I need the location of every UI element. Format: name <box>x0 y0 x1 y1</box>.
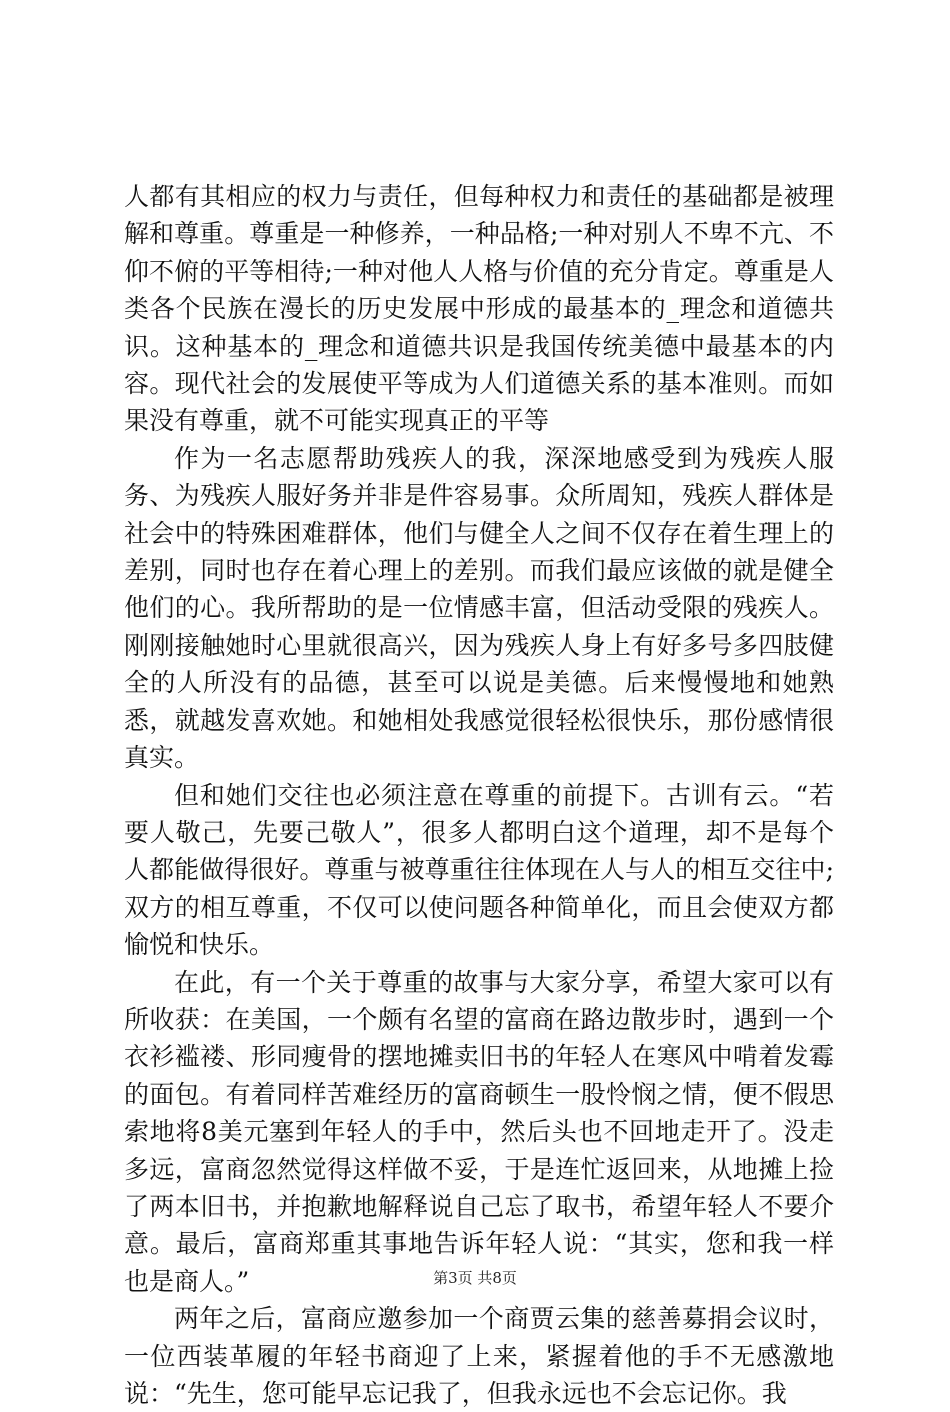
paragraph-4: 在此，有一个关于尊重的故事与大家分享，希望大家可以有所收获：在美国，一个颇有名望的富商在路边散步时，遇到一个衣衫褴褛、形同瘦骨的摆地摊卖旧书的年轻人在寒风中啃着发霉的面包。有着同样苦难经历的富商顿生一股怜悯之情，便不假思索地将8美元塞到年轻人的手中，然后头也不回地走开了。没走多远，富商忽然觉得这样做不妥，于是连忙返回来，从地摊上捡了两本旧书，并抱歉地解释说自己忘了取书，希望年轻人不要介意。最后，富商郑重其事地告诉年轻人说：“其实，您和我一样也是商人。” <box>124 967 834 1296</box>
paragraph-2: 作为一名志愿帮助残疾人的我，深深地感受到为残疾人服务、为残疾人服好务并非是件容易事。众所周知，残疾人群体是社会中的特殊困难群体，他们与健全人之间不仅存在着生理上的差别，同时也存在着心理上的差别。而我们最应该做的就是健全他们的心。我所帮助的是一位情感丰富，但活动受限的残疾人。刚刚接触她时心里就很高兴，因为残疾人身上有好多号多四肢健全的人所没有的品德，甚至可以说是美德。后来慢慢地和她熟悉，就越发喜欢她。和她相处我感觉很轻松很快乐，那份感情很真实。 <box>124 443 834 773</box>
paragraph-5: 两年之后，富商应邀参加一个商贾云集的慈善募捐会议时，一位西装革履的年轻书商迎了上来，紧握着他的手不无感激地说：“先生，您可能早忘记我了，但我永远也不会忘记你。我 <box>124 1304 834 1408</box>
paragraph-3: 但和她们交往也必须注意在尊重的前提下。古训有云。“若要人敬己，先要己敬人”，很多人都明白这个道理，却不是每个人都能做得很好。尊重与被尊重往往体现在人与人的相互交往中;双方的相互尊重，不仅可以使问题各种简单化，而且会使双方都愉悦和快乐。 <box>124 780 834 960</box>
document-body <box>124 178 834 1412</box>
page-footer: 第3页 共8页 <box>433 1269 517 1287</box>
paragraph-1: 人都有其相应的权力与责任，但每种权力和责任的基础都是被理解和尊重。尊重是一种修养，一种品格;一种对别人不卑不亢、不仰不俯的平等相待;一种对他人人格与价值的充分肯定。尊重是人类各个民族在漫长的历史发展中形成的最基本的_理念和道德共识。这种基本的_理念和道德共识是我国传统美德中最基本的内容。现代社会的发展使平等成为人们道德关系的基本准则。而如果没有尊重，就不可能实现真正的平等 <box>124 182 834 436</box>
